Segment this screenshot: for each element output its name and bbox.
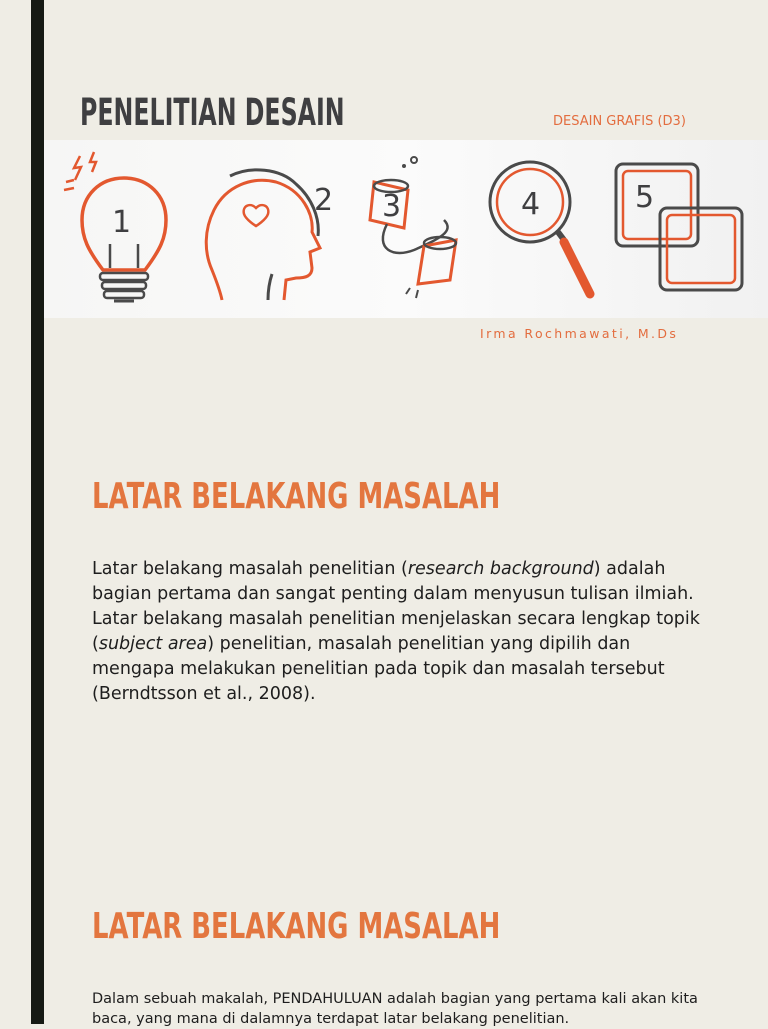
left-accent-bar bbox=[31, 0, 44, 1024]
section-paragraph bbox=[92, 557, 702, 707]
paragraph-term: research background bbox=[407, 559, 594, 579]
magnifying-glass-icon bbox=[490, 162, 590, 294]
step-number-1: 1 bbox=[112, 205, 132, 240]
section-paragraph: Dalam sebuah makalah, PENDAHULUAN adalah bagian yang pertama kali akan kita baca, yang mana di dalamnya terdapat latar belakang penelitian. bbox=[92, 991, 698, 1027]
paragraph-text: Latar belakang masalah penelitian ( bbox=[92, 559, 408, 579]
step-number-4: 4 bbox=[521, 187, 541, 222]
head-with-heart-icon bbox=[206, 170, 320, 300]
section-heading: LATAR BELAKANG MASALAH bbox=[92, 906, 501, 947]
step-number-2: 2 bbox=[314, 183, 334, 218]
paragraph-text: ) adalah bagian pertama dan sangat penting dalam menyusun tulisan ilmiah. Latar belakang masalah penelitian menjelaskan secara lengkap topik ( bbox=[92, 559, 700, 654]
paragraph-term: subject area bbox=[98, 634, 208, 654]
step-number-5: 5 bbox=[635, 180, 655, 215]
deck-title: PENELITIAN DESAIN bbox=[80, 91, 345, 134]
step-number-3: 3 bbox=[382, 189, 402, 224]
paragraph-text: ) penelitian, masalah penelitian yang dipilih dan mengapa melakukan penelitian pada topik dan masalah tersebut (Berndtsson et al., 2008). bbox=[92, 634, 665, 704]
course-label: DESAIN GRAFIS (D3) bbox=[553, 114, 686, 129]
author-name: Irma Rochmawati, M.Ds bbox=[480, 326, 679, 341]
section-heading: LATAR BELAKANG MASALAH bbox=[92, 476, 501, 517]
tin-can-phone-icon bbox=[370, 157, 456, 298]
banner-illustration bbox=[44, 140, 768, 318]
